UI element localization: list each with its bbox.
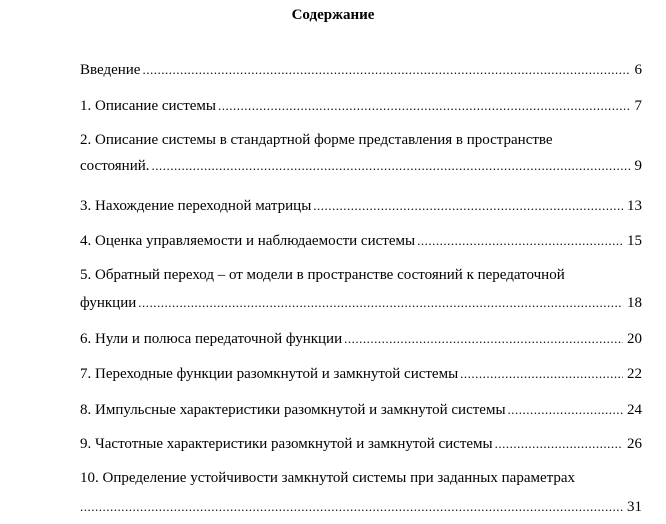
toc-entry-page: 9 [634,158,642,174]
toc-entry-page: 31 [627,499,642,515]
toc-entry-page: 24 [627,402,642,418]
toc-entry-label: 8. Импульсные характеристики разомкнутой и замкнутой системы [80,402,506,418]
toc-entry-5-line1: 5. Обратный переход – от модели в пространстве состояний к передаточной [80,267,565,283]
toc-entry-page: 6 [634,62,642,78]
toc-leader-dots [138,293,623,313]
toc-entry-introduction [80,60,642,80]
toc-leader-dots [80,497,623,517]
toc-leader-dots [152,156,631,176]
toc-leader-dots [417,231,623,251]
toc-entry-1 [80,96,642,116]
toc-entry-2-line1: 2. Описание системы в стандартной форме представления в пространстве [80,132,553,148]
toc-entry-5 [80,293,642,313]
toc-leader-dots [495,434,623,454]
toc-title: Содержание [291,7,375,23]
toc-entry-page: 15 [627,233,642,249]
toc-entry-8 [80,400,642,420]
toc-leader-dots [460,364,623,384]
toc-entry-10-line1: 10. Определение устойчивости замкнутой системы при заданных параметрах [80,470,576,486]
toc-entry-2 [80,156,642,176]
toc-entry-label: Введение [80,62,141,78]
toc-leader-dots [218,96,631,116]
toc-entry-page: 26 [627,436,642,452]
toc-entry-9 [80,434,642,454]
toc-entry-label: 4. Оценка управляемости и наблюдаемости системы [80,233,416,249]
toc-leader-dots [142,60,630,80]
toc-entry-label: 6. Нули и полюса передаточной функции [80,331,343,347]
toc-entry-6 [80,329,642,349]
toc-entry-page: 7 [634,98,642,114]
toc-entry-4 [80,231,642,251]
toc-entry-10 [80,497,642,517]
toc-entry-page: 22 [627,366,642,382]
toc-leader-dots [313,196,623,216]
toc-entry-label: состояний. [80,158,150,174]
toc-entry-page: 13 [627,198,642,214]
toc-entry-label: 1. Описание системы [80,98,216,114]
toc-entry-label: 9. Частотные характеристики разомкнутой и замкнутой системы [80,436,493,452]
toc-leader-dots [344,329,623,349]
toc-entry-7 [80,364,642,384]
toc-entry-label: 7. Переходные функции разомкнутой и замкнутой системы [80,366,459,382]
toc-entry-label: функции [80,295,137,311]
toc-leader-dots [508,400,623,420]
toc-entry-3 [80,196,642,216]
toc-entry-page: 20 [627,331,642,347]
toc-entry-label: 3. Нахождение переходной матрицы [80,198,312,214]
toc-entry-page: 18 [627,295,642,311]
